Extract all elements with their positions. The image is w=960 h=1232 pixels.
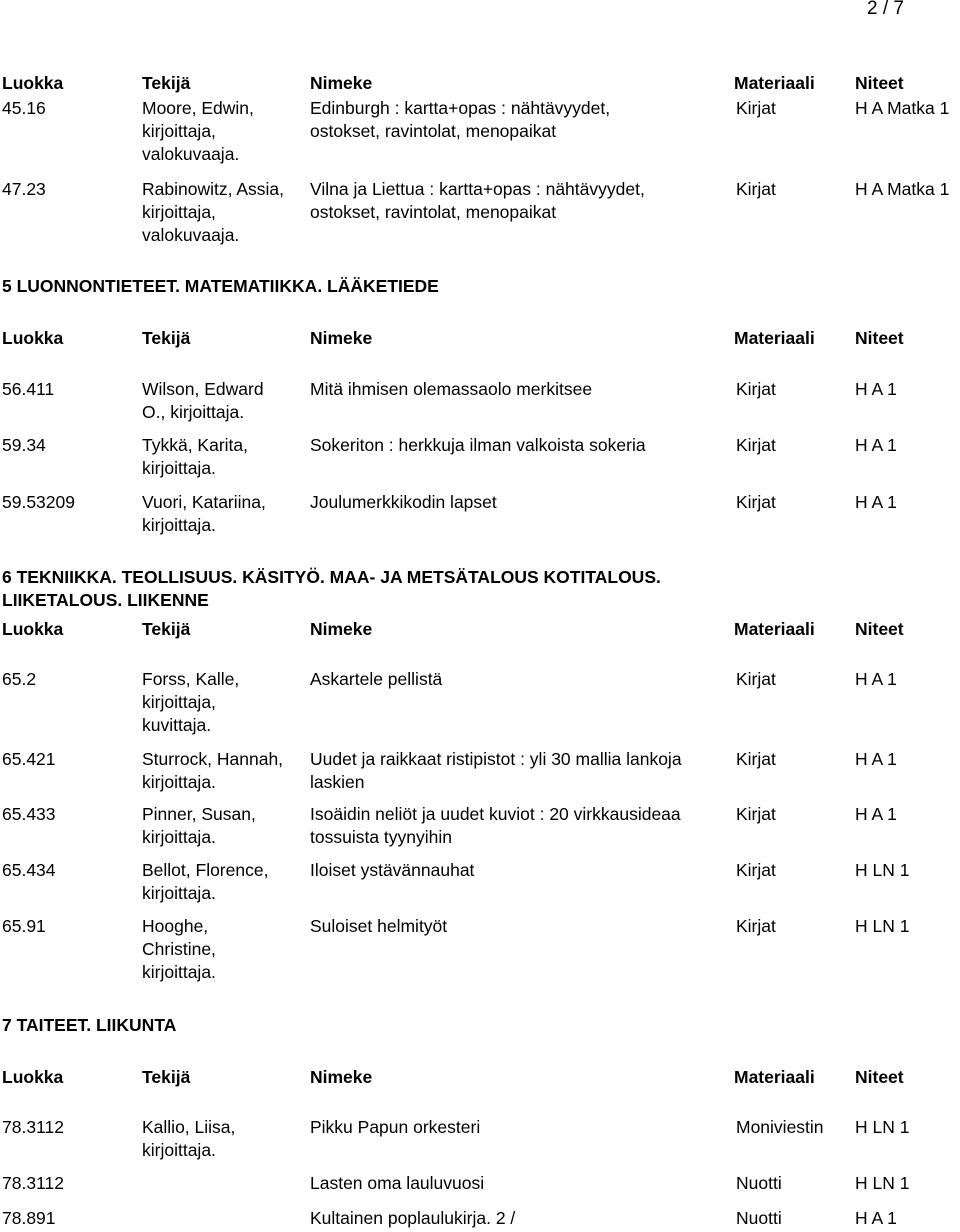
table-header	[0, 72, 960, 95]
nimeke-cell: Isoäidin neliöt ja uudet kuviot : 20 virkkausideaa	[310, 804, 681, 824]
materiaali-cell: Nuotti	[736, 1208, 782, 1228]
header-tekija: Tekijä	[142, 1067, 191, 1087]
materiaali-cell: Nuotti	[736, 1173, 782, 1193]
luokka-cell: 59.53209	[2, 492, 75, 512]
niteet-cell: H A 1	[855, 1208, 897, 1228]
materiaali-cell: Kirjat	[736, 669, 776, 689]
luokka-cell: 65.2	[2, 669, 37, 689]
niteet-cell: H LN 1	[855, 1117, 910, 1137]
tekija-cell: kirjoittaja.	[142, 883, 216, 903]
niteet-cell: H A 1	[855, 492, 897, 512]
nimeke-cell: Vilna ja Liettua : kartta+opas : nähtävyydet,	[310, 179, 645, 199]
header-nimeke: Nimeke	[310, 619, 373, 639]
tekija-cell: kirjoittaja,	[142, 692, 216, 712]
tekija-cell: Kallio, Liisa,	[142, 1117, 236, 1137]
luokka-cell: 78.891	[2, 1208, 56, 1228]
tekija-cell: Christine,	[142, 939, 216, 959]
header-materiaali: Materiaali	[734, 73, 815, 93]
header-luokka: Luokka	[2, 1067, 64, 1087]
nimeke-cell: Lasten oma lauluvuosi	[310, 1173, 485, 1193]
nimeke-cell: Suloiset helmityöt	[310, 916, 448, 936]
tekija-cell: Pinner, Susan,	[142, 804, 256, 824]
tekija-cell: valokuvaaja.	[142, 144, 240, 164]
niteet-cell: H A 1	[855, 749, 897, 769]
header-tekija: Tekijä	[142, 328, 191, 348]
materiaali-cell: Kirjat	[736, 860, 776, 880]
nimeke-cell: Uudet ja raikkaat ristipistot : yli 30 mallia lankoja	[310, 749, 682, 769]
niteet-cell: H A Matka 1	[855, 98, 950, 118]
materiaali-cell: Kirjat	[736, 916, 776, 936]
nimeke-cell: Mitä ihmisen olemassaolo merkitsee	[310, 379, 593, 399]
tekija-cell: Tykkä, Karita,	[142, 435, 249, 455]
table-header	[0, 618, 960, 641]
materiaali-cell: Kirjat	[736, 492, 776, 512]
header-nimeke: Nimeke	[310, 328, 373, 348]
nimeke-cell: Pikku Papun orkesteri	[310, 1117, 481, 1137]
luokka-cell: 65.434	[2, 860, 56, 880]
header-nimeke: Nimeke	[310, 1067, 373, 1087]
luokka-cell: 56.411	[2, 379, 55, 399]
materiaali-cell: Kirjat	[736, 379, 776, 399]
tekija-cell: O., kirjoittaja.	[142, 402, 245, 422]
tekija-cell: Wilson, Edward	[142, 379, 264, 399]
materiaali-cell: Kirjat	[736, 98, 776, 118]
tekija-cell: Hooghe,	[142, 916, 209, 936]
luokka-cell: 78.3112	[2, 1117, 64, 1137]
tekija-cell: kirjoittaja,	[142, 202, 216, 222]
materiaali-cell: Kirjat	[736, 749, 776, 769]
tekija-cell: kirjoittaja.	[142, 962, 216, 982]
nimeke-cell: laskien	[310, 772, 365, 792]
materiaali-cell: Moniviestin	[736, 1117, 824, 1137]
tekija-cell: Rabinowitz, Assia,	[142, 179, 285, 199]
luokka-cell: 65.91	[2, 916, 46, 936]
tekija-cell: kirjoittaja,	[142, 121, 216, 141]
header-luokka: Luokka	[2, 73, 64, 93]
nimeke-cell: Askartele pellistä	[310, 669, 443, 689]
nimeke-cell: Iloiset ystävännauhat	[310, 860, 475, 880]
tekija-cell: valokuvaaja.	[142, 225, 240, 245]
tekija-cell: kirjoittaja.	[142, 827, 216, 847]
tekija-cell: kirjoittaja.	[142, 515, 216, 535]
header-niteet: Niteet	[855, 619, 904, 639]
section-title-continued: LIIKETALOUS. LIIKENNE	[2, 590, 209, 610]
materiaali-cell: Kirjat	[736, 804, 776, 824]
nimeke-cell: ostokset, ravintolat, menopaikat	[310, 202, 557, 222]
tekija-cell: kirjoittaja.	[142, 458, 216, 478]
niteet-cell: H A 1	[855, 435, 897, 455]
section-title: 6 TEKNIIKKA. TEOLLISUUS. KÄSITYÖ. MAA- JA METSÄTALOUS KOTITALOUS.	[2, 567, 661, 587]
header-luokka: Luokka	[2, 619, 64, 639]
section-title: 5 LUONNONTIETEET. MATEMATIIKKA. LÄÄKETIEDE	[2, 276, 439, 296]
niteet-cell: H A 1	[855, 669, 897, 689]
section-title: 7 TAITEET. LIIKUNTA	[2, 1015, 177, 1035]
tekija-cell: kirjoittaja.	[142, 1140, 216, 1160]
nimeke-cell: Edinburgh : kartta+opas : nähtävyydet,	[310, 98, 611, 118]
nimeke-cell: ostokset, ravintolat, menopaikat	[310, 121, 557, 141]
header-niteet: Niteet	[855, 1067, 904, 1087]
nimeke-cell: Joulumerkkikodin lapset	[310, 492, 497, 512]
header-materiaali: Materiaali	[734, 328, 815, 348]
tekija-cell: Forss, Kalle,	[142, 669, 240, 689]
tekija-cell: Moore, Edwin,	[142, 98, 254, 118]
luokka-cell: 59.34	[2, 435, 46, 455]
page-number: 2 / 7	[867, 0, 904, 19]
luokka-cell: 78.3112	[2, 1173, 64, 1193]
niteet-cell: H A Matka 1	[855, 179, 950, 199]
header-tekija: Tekijä	[142, 73, 191, 93]
tekija-cell: kirjoittaja.	[142, 772, 216, 792]
tekija-cell: kuvittaja.	[142, 715, 212, 735]
tekija-cell: Sturrock, Hannah,	[142, 749, 284, 769]
niteet-cell: H LN 1	[855, 860, 910, 880]
header-nimeke: Nimeke	[310, 73, 373, 93]
header-tekija: Tekijä	[142, 619, 191, 639]
header-materiaali: Materiaali	[734, 1067, 815, 1087]
materiaali-cell: Kirjat	[736, 179, 776, 199]
materiaali-cell: Kirjat	[736, 435, 776, 455]
luokka-cell: 65.421	[2, 749, 56, 769]
header-niteet: Niteet	[855, 328, 904, 348]
header-materiaali: Materiaali	[734, 619, 815, 639]
nimeke-cell: Kultainen poplaulukirja. 2 /	[310, 1208, 516, 1228]
niteet-cell: H LN 1	[855, 916, 910, 936]
niteet-cell: H LN 1	[855, 1173, 910, 1193]
niteet-cell: H A 1	[855, 804, 897, 824]
table-header	[0, 1066, 960, 1089]
table-header	[0, 327, 960, 350]
luokka-cell: 65.433	[2, 804, 56, 824]
nimeke-cell: Sokeriton : herkkuja ilman valkoista sokeria	[310, 435, 646, 455]
header-niteet: Niteet	[855, 73, 904, 93]
niteet-cell: H A 1	[855, 379, 897, 399]
tekija-cell: Bellot, Florence,	[142, 860, 269, 880]
nimeke-cell: tossuista tyynyihin	[310, 827, 453, 847]
luokka-cell: 45.16	[2, 98, 46, 118]
tekija-cell: Vuori, Katariina,	[142, 492, 266, 512]
luokka-cell: 47.23	[2, 179, 46, 199]
header-luokka: Luokka	[2, 328, 64, 348]
